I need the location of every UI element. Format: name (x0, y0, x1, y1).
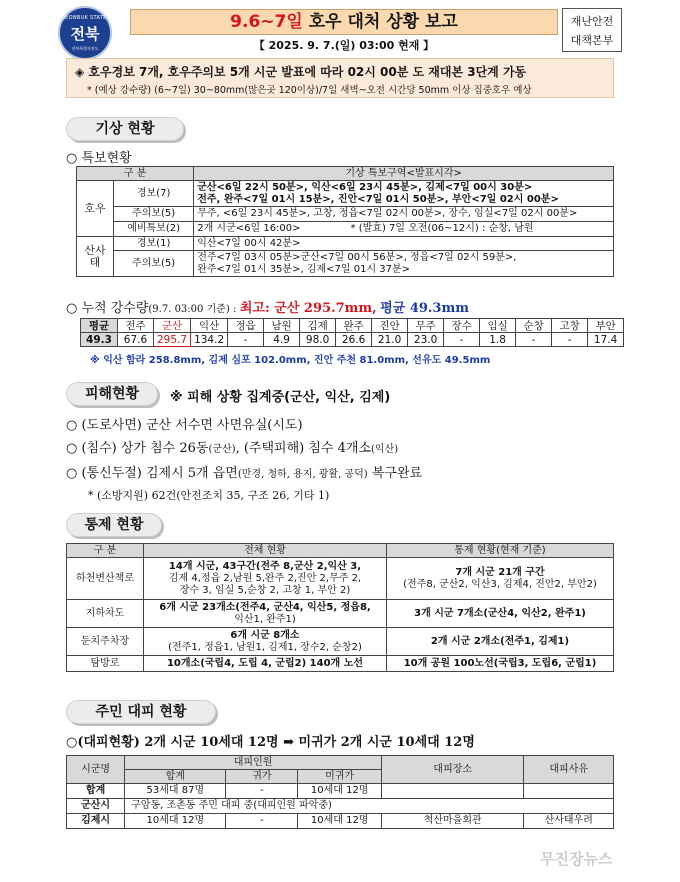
rainfall-header-cell: 무주 (408, 319, 444, 333)
logo-main-text: 전북 (70, 25, 100, 43)
watermark: 무진장뉴스 (540, 850, 613, 868)
advisory-table (76, 166, 614, 277)
control-col-category: 구 분 (67, 544, 144, 558)
summary-line2: * (예상 강수량) (6~7일) 30~80mm(많은곳 120이상)/7일 새벽~오전 시간당 50mm 이상 집중호우 예상 (87, 85, 532, 96)
rainfall-header-cell: 평균 (81, 319, 118, 333)
control-row-name: 둔치주차장 (67, 628, 144, 656)
diamond-bullet-icon: ◈ (75, 65, 85, 79)
pre-advisory-label: 예비특보(2) (114, 222, 194, 237)
rainfall-header-cell: 장수 (444, 319, 480, 333)
title-date: 9.6~7일 (230, 12, 303, 32)
landslide-warning-areas: 익산<7일 00시 42분> (194, 237, 614, 251)
summary-line1: ◈ 호우경보 7개, 호우주의보 5개 시군 발표에 따라 02시 00분 도 재대본 3단계 가동 (75, 65, 527, 79)
damage-item-comm: ○ (통신두절) 김제시 5개 읍면(만경, 청하, 용지, 광활, 공덕) 복구완료 (66, 466, 423, 481)
landslide-watch-label: 주의보(5) (114, 251, 194, 277)
rainfall-footnote: ※ 익산 함라 258.8mm, 김제 심포 102.0mm, 진안 주천 81.0mm, 선유도 49.5mm (90, 355, 491, 366)
table-row (67, 628, 614, 656)
province-logo (58, 6, 112, 60)
evac-table (66, 755, 614, 829)
rainfall-header-cell: 익산 (191, 319, 228, 333)
rainfall-header-cell: 진안 (372, 319, 408, 333)
rainfall-value-cell: 134.2 (191, 333, 228, 347)
rainfall-max: 최고: 군산 295.7mm, (239, 301, 377, 316)
rain-watch-areas: 무주, <6일 23시 45분>, 고창, 정읍<7일 02시 00분>, 장수, 임실<7일 02시 00분> (194, 207, 614, 222)
evac-col-returned: 귀가 (226, 770, 298, 784)
landslide-label: 산사태 (77, 237, 114, 277)
rainfall-header-cell: 김제 (300, 319, 336, 333)
rain-warning-areas: 군산<6일 22시 50분>, 익산<6일 23시 45분>, 김제<7일 00시 30분> 전주, 완주<7일 01시 15분>, 진안<7일 01시 50분>, 부안<7일 02시 00분> (194, 181, 614, 207)
rainfall-value-cell: 17.4 (588, 333, 624, 347)
evac-col-not-returned: 미귀가 (298, 770, 382, 784)
rainfall-header-cell: 군산 (154, 319, 191, 333)
weather-section-header: 기상 현황 (66, 117, 184, 141)
rain-watch-label: 주의보(5) (114, 207, 194, 222)
advisory-heading: ○ 특보현황 (66, 151, 132, 166)
evac-col-total: 합계 (125, 770, 226, 784)
evac-heading: ○(대피현황) 2개 시군 10세대 12명 ➡ 미귀가 2개 시군 10세대 12명 (66, 735, 475, 750)
dept-line2: 대책본부 (570, 34, 614, 47)
control-col-current: 통제 현황(현재 기준) (387, 544, 614, 558)
report-title (130, 9, 558, 35)
rainfall-value-cell: 21.0 (372, 333, 408, 347)
rainfall-header-cell: 남원 (264, 319, 300, 333)
rainfall-value-cell: 23.0 (408, 333, 444, 347)
damage-item-fire: * (소방지원) 62건(안전조치 35, 구조 26, 기타 1) (88, 489, 330, 502)
rainfall-value-cell: - (228, 333, 264, 347)
rainfall-header-cell: 정읍 (228, 319, 264, 333)
control-row-current: 7개 시군 21개 구간 (전주8, 군산2, 익산3, 김제4, 진안2, 부안2) (387, 558, 614, 600)
rainfall-value-cell: 98.0 (300, 333, 336, 347)
rainfall-header-cell: 완주 (336, 319, 372, 333)
rain-label: 호우 (77, 181, 114, 237)
damage-section-header: 피해현황 (66, 382, 158, 406)
logo-sub-text: 전북특별자치도 (71, 46, 99, 51)
control-row-current: 2개 시군 2개소(전주1, 김제1) (387, 628, 614, 656)
evac-col-place: 대피장소 (382, 756, 524, 784)
rainfall-value-cell: 295.7 (154, 333, 191, 347)
title-text: 호우 대처 상황 보고 (302, 12, 458, 32)
control-row-current: 3개 시군 7개소(군산4, 익산2, 완주1) (387, 600, 614, 628)
rainfall-value-cell: - (552, 333, 588, 347)
rain-warning-label: 경보(7) (114, 181, 194, 207)
rainfall-avg: 평균 49.3mm (380, 301, 469, 316)
table-row (67, 656, 614, 672)
control-row-total: 14개 시군, 43구간(전주 8,군산 2,익산 3, 김제 4,정읍 2,남원 5,완주 2,진안 2,무주 2, 장수 3, 임실 5,순창 2, 고창 1, 부안 2) (144, 558, 387, 600)
evac-col-city: 시군명 (67, 756, 125, 784)
table-row: 합계 53세대 87명 - 10세대 12명 (67, 784, 614, 799)
damage-item-road: ○ (도로사면) 군산 서수면 사면유실(시도) (66, 418, 303, 433)
rainfall-header-cell: 순창 (516, 319, 552, 333)
control-col-total: 전체 현황 (144, 544, 387, 558)
landslide-watch-areas: 전주<7일 03시 05분>군산<7일 00시 56분>, 정읍<7일 02시 59분>, 완주<7일 01시 35분>, 김제<7일 01시 37분> (194, 251, 614, 277)
control-row-total: 6개 시군 8개소 (전주1, 정읍1, 남원1, 김제1, 장수2, 순창2) (144, 628, 387, 656)
rainfall-value-cell: 4.9 (264, 333, 300, 347)
arrow-right-icon: ➡ (283, 735, 294, 750)
table-row (67, 600, 614, 628)
damage-item-flood: ○ (침수) 상가 침수 26동(군산), (주택피해) 침수 4개소(익산) (66, 441, 399, 456)
pre-advisory-areas: 2개 시군<6일 16:00> * (발효) 7일 오전(06~12시) : 순창, 남원 (194, 222, 614, 237)
rainfall-value-cell: - (516, 333, 552, 347)
table-row (67, 558, 614, 600)
logo-top-text: JEONBUK STATE (63, 15, 107, 21)
control-section-header: 통제 현황 (66, 513, 162, 537)
control-table (66, 543, 614, 672)
rainfall-header-cell: 부안 (588, 319, 624, 333)
control-row-total: 6개 시군 23개소(전주4, 군산4, 익산5, 정읍8, 익산1, 완주1) (144, 600, 387, 628)
advisory-col-category: 구 분 (77, 167, 194, 181)
dept-line1: 재난안전 (570, 15, 614, 28)
rainfall-header-cell: 전주 (118, 319, 154, 333)
rainfall-value-cell: - (444, 333, 480, 347)
table-row: 김제시 10세대 12명 - 10세대 12명 척산마을회관 산사태우려 (67, 814, 614, 829)
evac-col-reason: 대피사유 (524, 756, 614, 784)
rainfall-value-cell: 49.3 (81, 333, 118, 347)
landslide-warning-label: 경보(1) (114, 237, 194, 251)
rainfall-value-cell: 67.6 (118, 333, 154, 347)
control-row-current: 10개 공원 100노선(국립3, 도립6, 군립1) (387, 656, 614, 672)
evac-section-header: 주민 대피 현황 (66, 700, 216, 724)
control-row-total: 10개소(국립4, 도립 4, 군립2) 140개 노선 (144, 656, 387, 672)
table-row: 군산시 구암동, 조촌동 주민 대피 중(대피인원 파악중) (67, 799, 614, 814)
summary-box (66, 58, 614, 98)
rainfall-heading: ○ 누적 강수량(9.7. 03:00 기준) : 최고: 군산 295.7mm, 평균 49.3mm (66, 301, 469, 316)
damage-headline: ※ 피해 상황 집계중(군산, 익산, 김제) (170, 390, 391, 405)
rainfall-value-cell: 26.6 (336, 333, 372, 347)
evac-col-people: 대피인원 (125, 756, 382, 770)
rainfall-table (80, 318, 624, 347)
report-timestamp: 【 2025. 9. 7.(일) 03:00 현재 】 (253, 39, 435, 52)
rainfall-header-cell: 고창 (552, 319, 588, 333)
rainfall-value-cell: 1.8 (480, 333, 516, 347)
advisory-col-area: 기상 특보구역<발표시각> (194, 167, 614, 181)
control-row-name: 탐방로 (67, 656, 144, 672)
rainfall-header-cell: 임실 (480, 319, 516, 333)
control-row-name: 지하차도 (67, 600, 144, 628)
department-box (562, 8, 622, 52)
control-row-name: 하천변산책로 (67, 558, 144, 600)
